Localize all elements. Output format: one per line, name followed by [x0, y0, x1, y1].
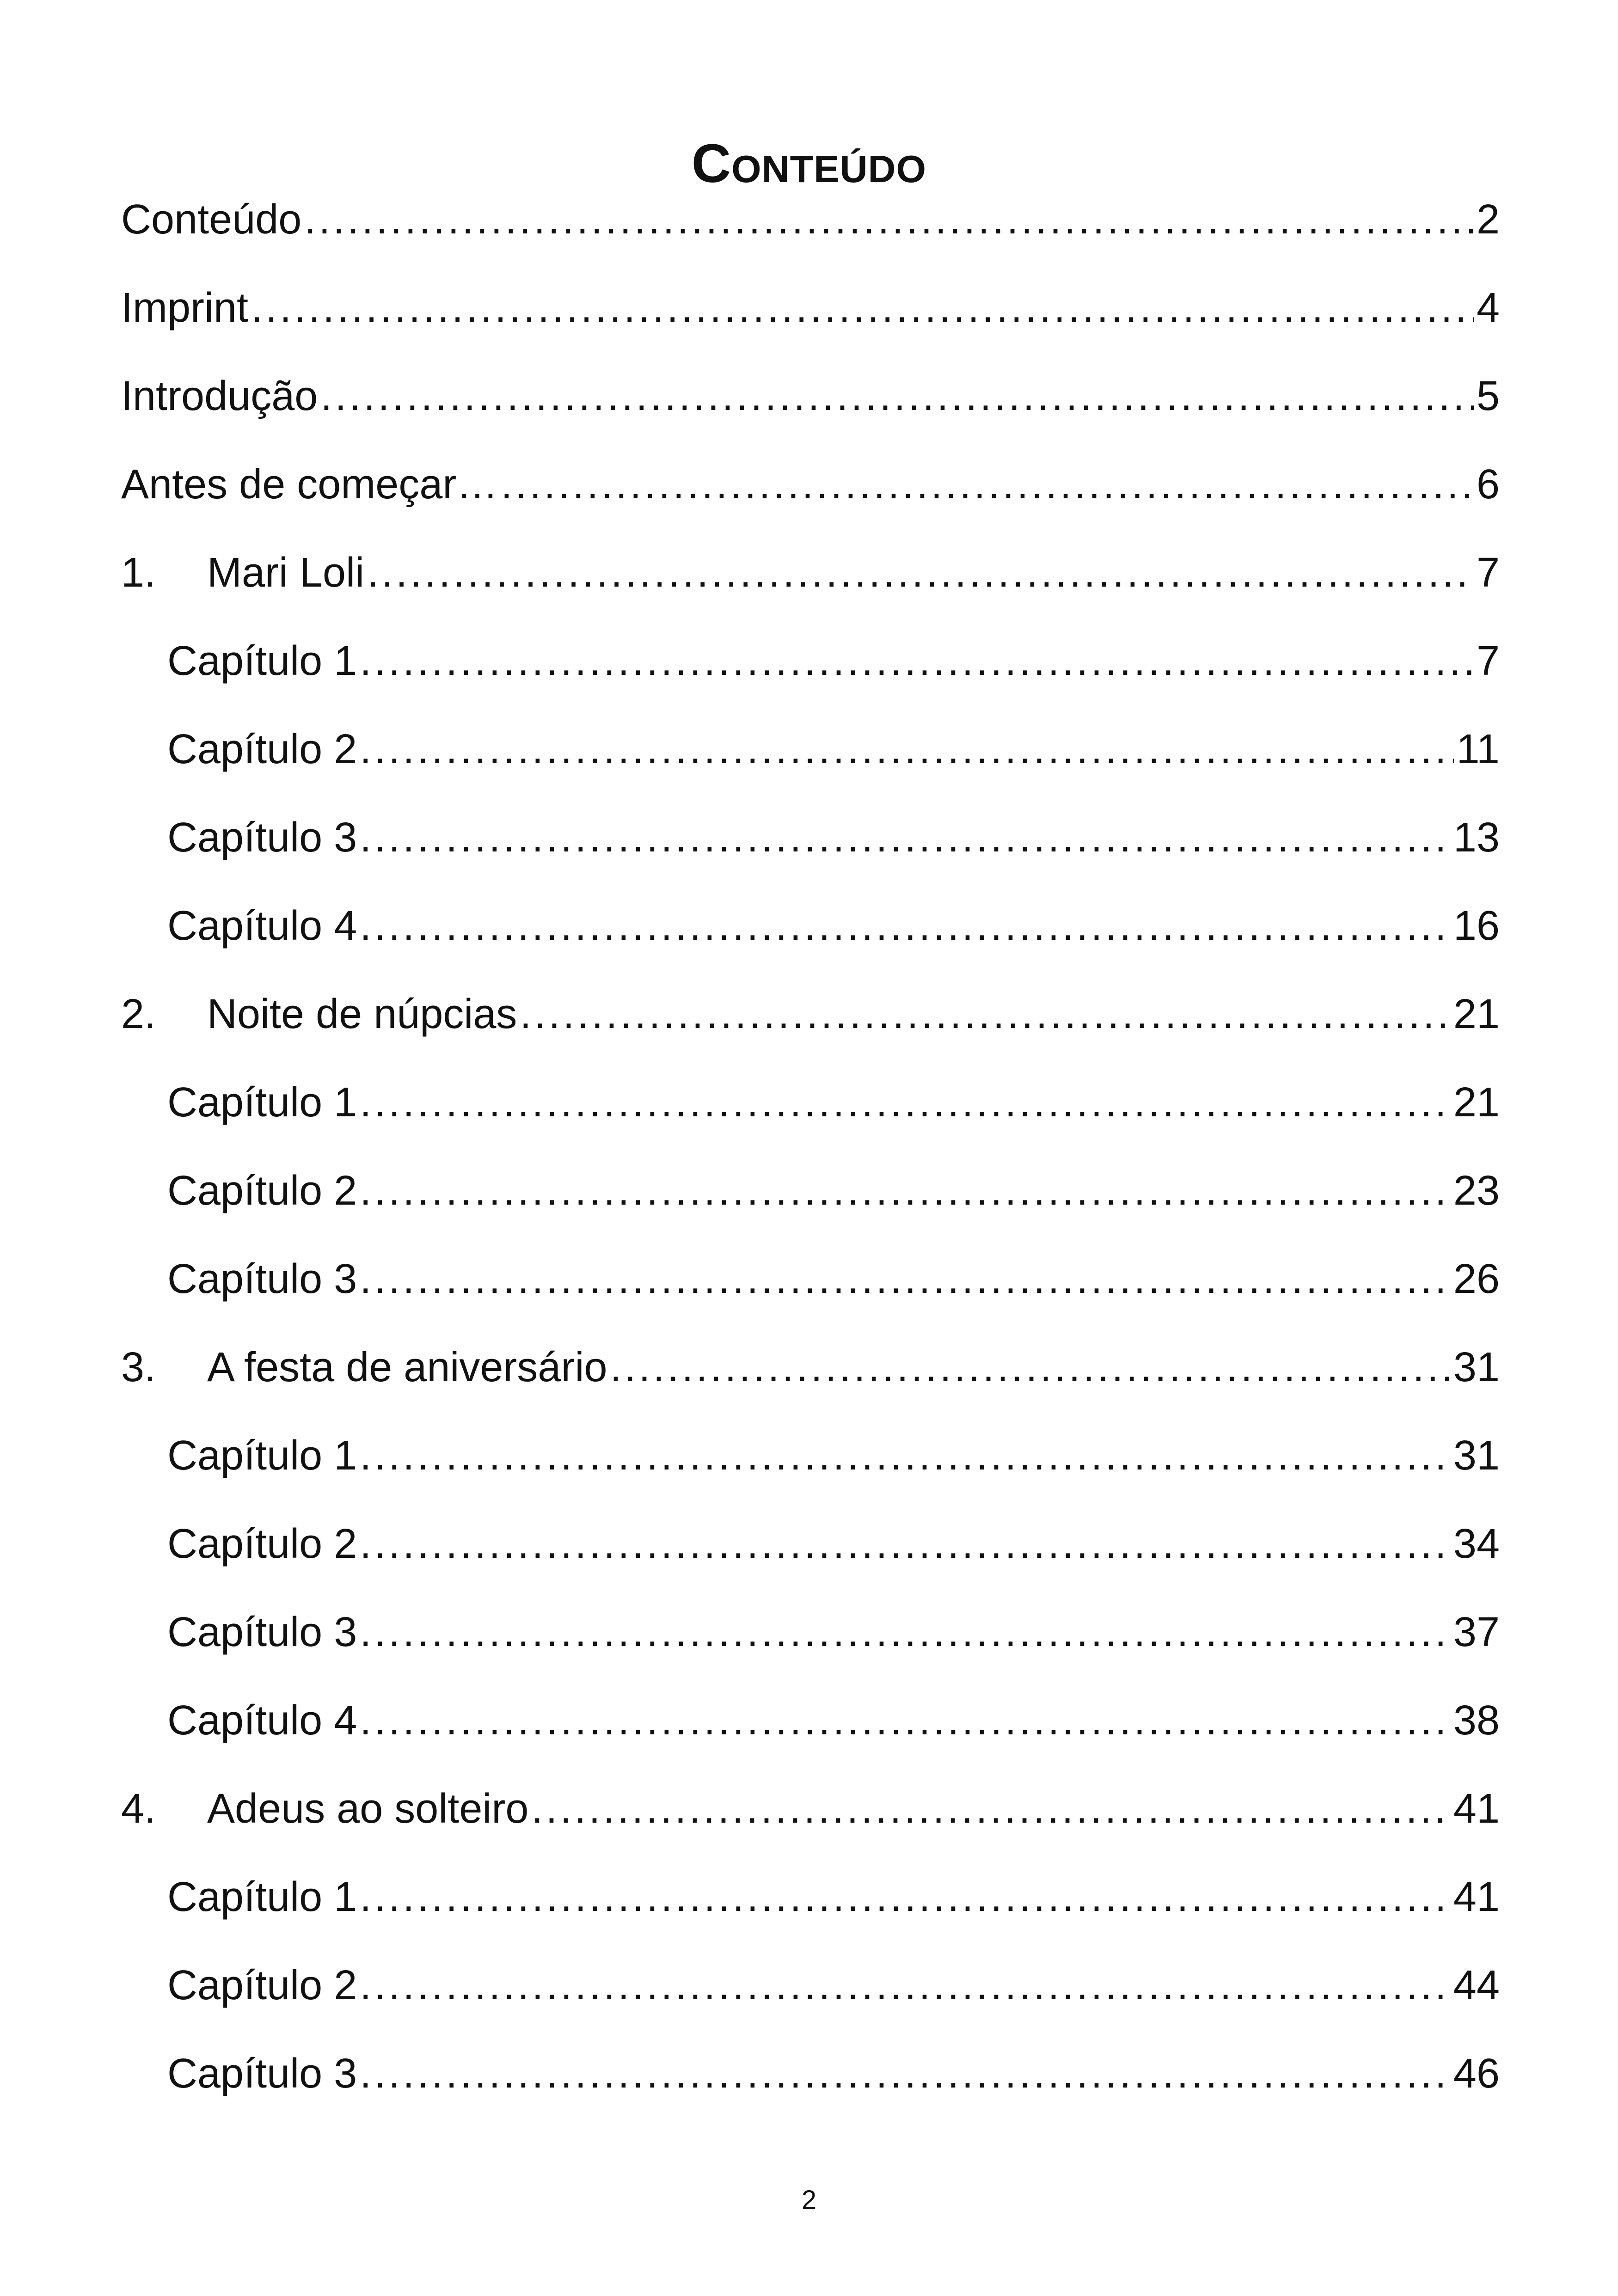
dot-leader: [360, 1588, 1451, 1677]
dot-leader: [501, 441, 1474, 529]
toc-entry-label: Imprint: [121, 285, 249, 331]
toc-entry-label: Capítulo 2: [167, 1962, 357, 2008]
dot-leader: [360, 1677, 1451, 1765]
toc-entry[interactable]: [121, 1765, 1500, 1853]
dot-leader: [360, 1059, 1451, 1147]
dot-leader: [360, 1147, 1451, 1235]
page-title: Conteúdo: [691, 133, 927, 195]
toc-entry[interactable]: [121, 970, 1500, 1059]
dot-leader: [360, 1853, 1451, 1941]
toc-entry-label: Introdução: [121, 373, 318, 419]
toc-entry-label: Capítulo 3: [167, 1256, 357, 1302]
toc-entry-page: 16: [1453, 903, 1500, 949]
toc-entry-page: 7: [1476, 638, 1500, 684]
toc-entry-page: 13: [1453, 814, 1500, 861]
toc-entry-page: 46: [1453, 2051, 1500, 2097]
toc-entry-label: Antes de começar…: [121, 461, 498, 508]
dot-leader: [251, 264, 1474, 352]
toc-entry-number: 2.: [121, 991, 156, 1037]
toc-subentry[interactable]: [121, 794, 1500, 882]
dot-leader: [610, 1323, 1451, 1412]
toc-entry-page: 31: [1453, 1344, 1500, 1390]
toc-entry-label: Capítulo 1: [167, 1874, 357, 1920]
toc-entry-page: 7: [1476, 550, 1500, 596]
toc-entry-page: 34: [1453, 1521, 1500, 1567]
toc-entry-page: 23: [1453, 1168, 1500, 1214]
toc-subentry[interactable]: [121, 1941, 1500, 2030]
dot-leader: [360, 1235, 1451, 1323]
toc-subentry[interactable]: [121, 1853, 1500, 1941]
toc-subentry[interactable]: [121, 1147, 1500, 1235]
toc-entry[interactable]: [121, 1323, 1500, 1412]
toc-entry-number: 1.: [121, 550, 156, 596]
dot-leader: [360, 794, 1451, 882]
toc-entry-page: 11: [1456, 726, 1500, 772]
toc-entry[interactable]: [121, 264, 1500, 352]
toc-entry-page: 2: [1476, 196, 1500, 243]
toc-entry-page: 31: [1453, 1433, 1500, 1479]
toc-entry-label: Capítulo 3: [167, 1609, 357, 1655]
toc-subentry[interactable]: [121, 882, 1500, 970]
toc-entry-label: Capítulo 2: [167, 1521, 357, 1567]
toc-entry-label: Adeus ao solteiro: [207, 1786, 529, 1832]
toc-subentry[interactable]: [121, 1235, 1500, 1323]
dot-leader: [320, 352, 1474, 441]
toc-entry-page: 37: [1453, 1609, 1500, 1655]
toc-entry-label: Capítulo 2: [167, 1168, 357, 1214]
toc-entry-label: Capítulo 3: [167, 2051, 357, 2097]
toc-entry-label: Mari Loli: [207, 550, 365, 596]
toc-entry-page: 38: [1453, 1697, 1500, 1744]
dot-leader: [360, 1941, 1451, 2030]
toc-subentry[interactable]: [121, 705, 1500, 794]
toc-entry-page: 44: [1453, 1962, 1500, 2008]
toc-entry-page: 6: [1476, 461, 1500, 508]
dot-leader: [360, 705, 1453, 794]
toc-entry-label: Capítulo 1: [167, 638, 357, 684]
toc-entry[interactable]: [121, 529, 1500, 617]
dot-leader: [520, 970, 1450, 1059]
dot-leader: [360, 1412, 1451, 1500]
toc-entry-label: Capítulo 4: [167, 1697, 357, 1744]
table-of-contents: [121, 176, 1500, 2118]
toc-entry-page: 21: [1453, 991, 1500, 1037]
toc-entry-page: 41: [1453, 1874, 1500, 1920]
toc-entry-label: Capítulo 1: [167, 1079, 357, 1126]
toc-subentry[interactable]: [121, 1588, 1500, 1677]
dot-leader: [531, 1765, 1450, 1853]
toc-subentry[interactable]: [121, 1500, 1500, 1588]
toc-subentry[interactable]: [121, 617, 1500, 705]
toc-entry-label: Capítulo 1: [167, 1433, 357, 1479]
toc-entry-number: 4.: [121, 1786, 156, 1832]
page-number: 2: [801, 2185, 817, 2215]
toc-entry-page: 4: [1476, 285, 1500, 331]
toc-entry-page: 5: [1476, 373, 1500, 419]
dot-leader: [367, 529, 1474, 617]
toc-entry-label: A festa de aniversário: [207, 1344, 607, 1390]
toc-entry-page: 26: [1453, 1256, 1500, 1302]
toc-entry-label: Capítulo 4: [167, 903, 357, 949]
toc-subentry[interactable]: [121, 2030, 1500, 2118]
toc-subentry[interactable]: [121, 1412, 1500, 1500]
dot-leader: [360, 2030, 1451, 2118]
toc-subentry[interactable]: [121, 1059, 1500, 1147]
toc-entry[interactable]: [121, 176, 1500, 264]
toc-entry-label: Capítulo 2: [167, 726, 357, 772]
toc-entry-page: 21: [1453, 1079, 1500, 1126]
toc-entry-number: 3.: [121, 1344, 156, 1390]
toc-entry-page: 41: [1453, 1786, 1500, 1832]
toc-entry-label: Capítulo 3: [167, 814, 357, 861]
toc-entry[interactable]: [121, 352, 1500, 441]
toc-entry-label: Noite de núpcias: [207, 991, 517, 1037]
toc-subentry[interactable]: [121, 1677, 1500, 1765]
dot-leader: [360, 1500, 1451, 1588]
toc-entry-label: Conteúdo: [121, 196, 302, 243]
dot-leader: [360, 617, 1474, 705]
dot-leader: [360, 882, 1451, 970]
toc-entry[interactable]: [121, 441, 1500, 529]
dot-leader: [304, 176, 1474, 264]
